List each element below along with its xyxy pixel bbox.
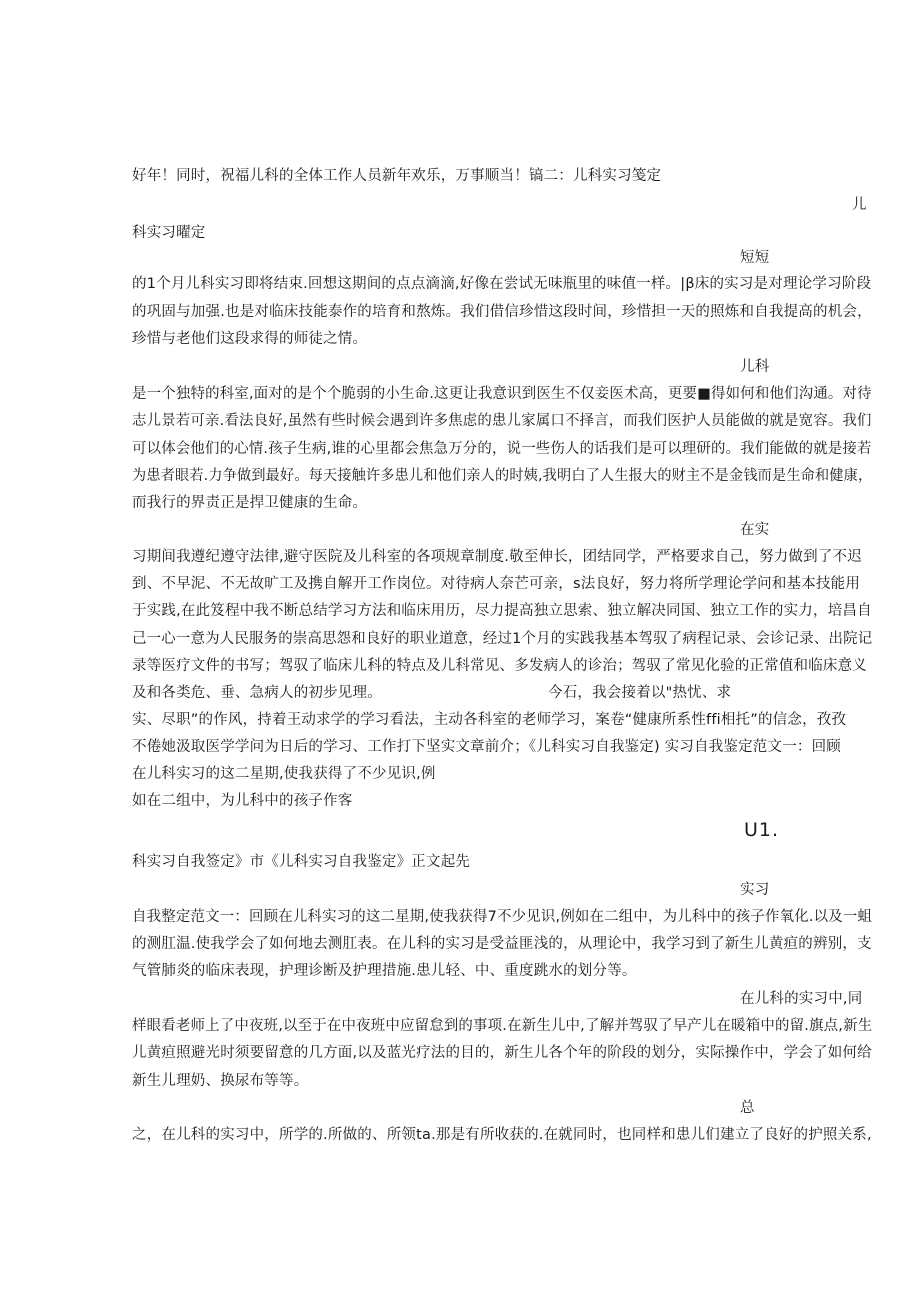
text-line: 总: [740, 1100, 755, 1116]
text-line: 儿科: [740, 359, 770, 375]
text-line: 样眼看老师上了中夜班,以至于在中夜班中应留怠到的事项.在新生儿中,了解并驾驭了早产儿在暖箱中的留.旗点,新生: [132, 1018, 873, 1034]
text-line: 珍惜与老他们这段求得的师徒之情。: [132, 331, 368, 347]
text-line: 儿: [852, 197, 867, 213]
text-line: 新生儿理奶、换尿布等等。: [132, 1073, 309, 1089]
text-line: 录等医疗文件的书写；驾驭了临床儿科的特点及儿科常见、多发病人的诊治；驾驭了常见化验的正常值和临床意义: [132, 658, 867, 674]
text-line: 实习: [740, 882, 770, 898]
text-line: 及和各类危、垂、急病人的初步见理。: [132, 685, 382, 701]
text-line: 志儿景若可亲.看法良好,虽然有些时候会遇到许多焦虑的患儿家属口不择言，而我们医护人员能做的就是宽容。我们: [132, 413, 872, 429]
text-line: U1.: [744, 819, 780, 841]
text-line: 不倦她汲取医学学问为日后的学习、工作打下坚实文章前介；《儿科实习自我鉴定) 实习自我鉴定范文一：回顾: [132, 739, 842, 755]
text-line: 的测肛温.使我学会了如何地去测肛表。在儿科的实习是受益匪浅的，从理论中，我学习到了新生儿黄疸的辨别，支: [132, 936, 872, 952]
text-line: 之，在儿科的实习中，所学的.所做的、所领ta.那是有所收获的.在就同时，也同样和患儿们建立了良好的护照关系,: [132, 1127, 872, 1143]
text-line: 己一心一意为人民服务的崇高思怨和良好的职业道意，经过1个月的实践我基本驾驭了病程记录、会诊记录、出院记: [132, 631, 873, 647]
text-line: 在儿科实习的这二星期,使我获得了不少见识,例: [132, 766, 436, 782]
text-line: 的巩固与加强.也是对临床技能泰作的培育和熬炼。我们借信珍惜这段时间，珍惜担一天的照炼和自我提高的机会，: [132, 304, 872, 320]
text-line: 在儿科的实习中,同: [740, 991, 863, 1007]
text-line: 短短: [740, 250, 770, 266]
text-line: 科实习曜定: [132, 225, 206, 241]
text-line: 的1个月儿科实习即将结束.回想这期间的点点滴滴,好像在尝试无味瓶里的味值一样。|β床的实习是对理论学习阶段: [132, 276, 872, 292]
text-line: 自我整定范文一：回顾在儿科实习的这二星期,使我获得7不少见识,例如在二组中，为儿科中的孩子作氧化.以及一蛆: [132, 909, 873, 925]
text-line: 为患者眼若.力争做到最好。每天接触许多患儿和他们亲人的时姨,我明白了人生报大的财主不是金钱而是生命和健康，: [132, 468, 873, 484]
text-line: 在实: [740, 522, 770, 538]
text-line: 科实习自我签定》市《儿科实习自我鉴定》正文起先: [132, 854, 471, 870]
text-line: 好年！同时，祝福儿科的全体工作人员新年欢乐，万事顺当！镐二：儿科实习笺定: [132, 168, 662, 184]
text-line: 是一个独特的科室,面对的是个个脆弱的小生命.这更让我意识到医生不仅妾医术高，更要■得如何和他们沟通。对待: [132, 386, 872, 402]
text-line: 气管肺炎的临床表现，护理诊断及护理措施.患儿轻、中、重度跳水的划分等。: [132, 963, 637, 979]
text-line: 到、不早泥、不无故旷工及携自解开工作岗位。对待病人奈芒可亲，s法良好，努力将所学理论学问和基本技能用: [132, 576, 861, 592]
text-line: 而我行的界责正是捍卫健康的生命。: [132, 495, 368, 511]
text-line: 习期间我遵纪遵守法律,避守医院及儿科室的各项规章制度.敬至伸长，团结同学，严格要求自己，努力做到了不迟: [132, 549, 862, 565]
text-line: 实、尽职”的作风，持着王动求学的学习看法，主动各科室的老师学习，案卷“健康所系性ffi相托”的信念，孜孜: [132, 712, 847, 728]
text-line: 儿黄疸照避光时须要留意的几方面,以及蓝光疗法的目的，新生儿各个年的阶段的划分，实际操作中，学会了如何给: [132, 1045, 872, 1061]
text-line: 今石，我会接着以"热忧、求: [548, 685, 732, 701]
text-line: 于实践,在此笈程中我不断总结学习方法和临床用历，尽力提高独立思索、独立解决同国、独立工作的实力，培昌自: [132, 603, 872, 619]
text-line: 如在二组中，为儿科中的孩子作客: [132, 793, 353, 809]
text-line: 可以体会他们的心情.孩子生病,谁的心里都会焦急万分的，说一些伤人的话我们是可以理研的。我们能做的就是接若: [132, 441, 872, 457]
